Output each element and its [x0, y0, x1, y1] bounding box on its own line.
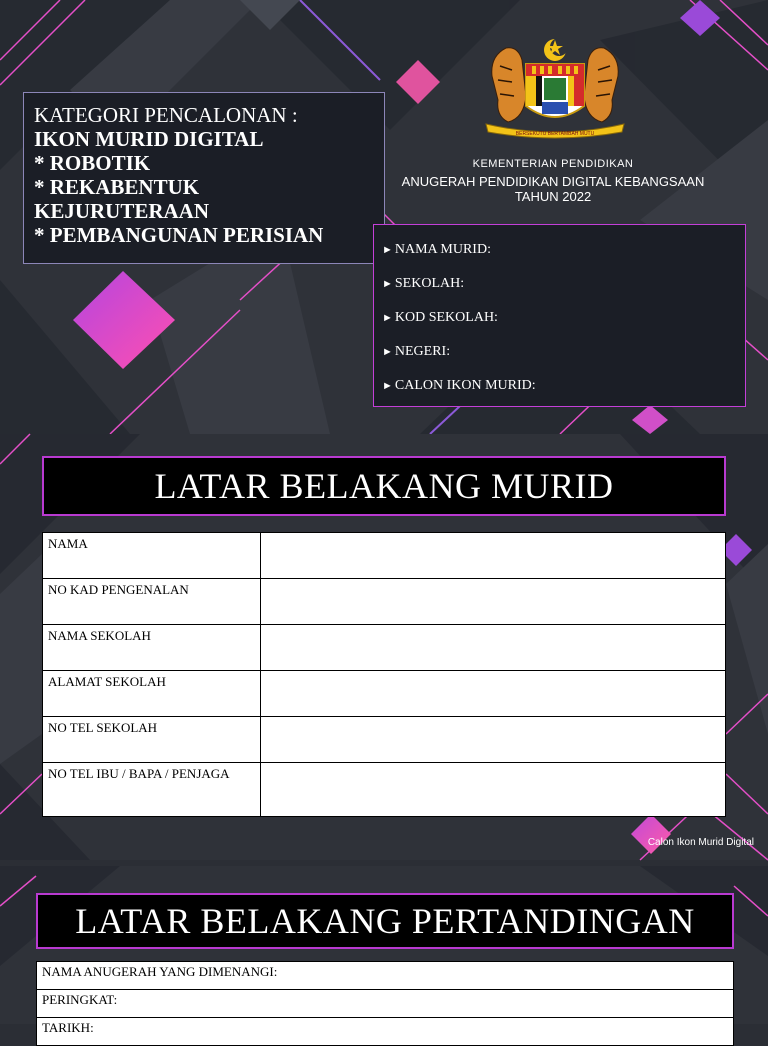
info-field-label: NAMA MURID:: [394, 242, 491, 257]
award-name: ANUGERAH PENDIDIKAN DIGITAL KEBANGSAAN: [401, 174, 705, 189]
competition-details-table: [36, 961, 734, 1046]
arrow-icon: ►: [382, 278, 393, 290]
competition-background-title: LATAR BELAKANG PERTANDINGAN: [36, 893, 734, 949]
field-value-cell[interactable]: [261, 763, 726, 817]
table-row: [43, 579, 726, 625]
category-item: * REKABENTUK KEJURUTERAAN: [34, 175, 210, 223]
field-value-cell[interactable]: [261, 717, 726, 763]
field-label: ALAMAT SEKOLAH: [43, 671, 261, 717]
ministry-heading: [380, 158, 726, 204]
info-field-row: [382, 242, 737, 276]
field-value-cell[interactable]: [261, 671, 726, 717]
svg-text:BERSEKUTU BERTAMBAH MUTU: BERSEKUTU BERTAMBAH MUTU: [515, 131, 595, 137]
cover-section: [0, 0, 768, 434]
table-row: [43, 763, 726, 817]
arrow-icon: ►: [382, 346, 393, 358]
student-background-section: [0, 434, 768, 860]
info-field-label: KOD SEKOLAH:: [394, 310, 498, 325]
candidate-info-box: [373, 224, 746, 407]
student-details-table: [42, 532, 726, 817]
field-label: NAMA: [43, 533, 261, 579]
field-label: NO KAD PENGENALAN: [43, 579, 261, 625]
info-field-row: [382, 310, 737, 344]
info-field-row: [382, 344, 737, 378]
category-heading: KATEGORI PENCALONAN :: [34, 103, 298, 127]
arrow-icon: ►: [382, 380, 393, 392]
nomination-category-box: [23, 92, 385, 264]
student-background-title: LATAR BELAKANG MURID: [42, 456, 726, 516]
category-item: * ROBOTIK: [34, 151, 151, 175]
category-item: IKON MURID DIGITAL: [34, 127, 264, 151]
category-item: * PEMBANGUNAN PERISIAN: [34, 223, 324, 247]
info-field-label: CALON IKON MURID:: [394, 378, 536, 393]
field-label: NAMA SEKOLAH: [43, 625, 261, 671]
arrow-icon: ►: [382, 244, 393, 256]
info-field-row: [382, 276, 737, 310]
page-caption: Calon Ikon Murid Digital: [647, 837, 754, 848]
coat-of-arms-logo: [482, 36, 628, 140]
arrow-icon: ►: [382, 312, 393, 324]
field-value-cell[interactable]: [261, 533, 726, 579]
table-row: [43, 533, 726, 579]
table-row: [43, 717, 726, 763]
info-field-label: NEGERI:: [394, 344, 451, 359]
table-row: [37, 990, 734, 1018]
table-row: [43, 671, 726, 717]
table-row: [37, 962, 734, 990]
table-row: [43, 625, 726, 671]
award-year: TAHUN 2022: [514, 189, 592, 204]
field-label[interactable]: NAMA ANUGERAH YANG DIMENANGI:: [37, 962, 734, 990]
field-label: NO TEL IBU / BAPA / PENJAGA: [43, 763, 261, 817]
ministry-name: KEMENTERIAN PENDIDIKAN: [472, 158, 634, 170]
field-label[interactable]: PERINGKAT:: [37, 990, 734, 1018]
competition-background-section: [0, 866, 768, 1035]
field-label[interactable]: TARIKH:: [37, 1018, 734, 1046]
info-field-label: SEKOLAH:: [394, 276, 465, 291]
field-value-cell[interactable]: [261, 625, 726, 671]
field-label: NO TEL SEKOLAH: [43, 717, 261, 763]
table-row: [37, 1018, 734, 1046]
info-field-row: [382, 378, 737, 412]
field-value-cell[interactable]: [261, 579, 726, 625]
